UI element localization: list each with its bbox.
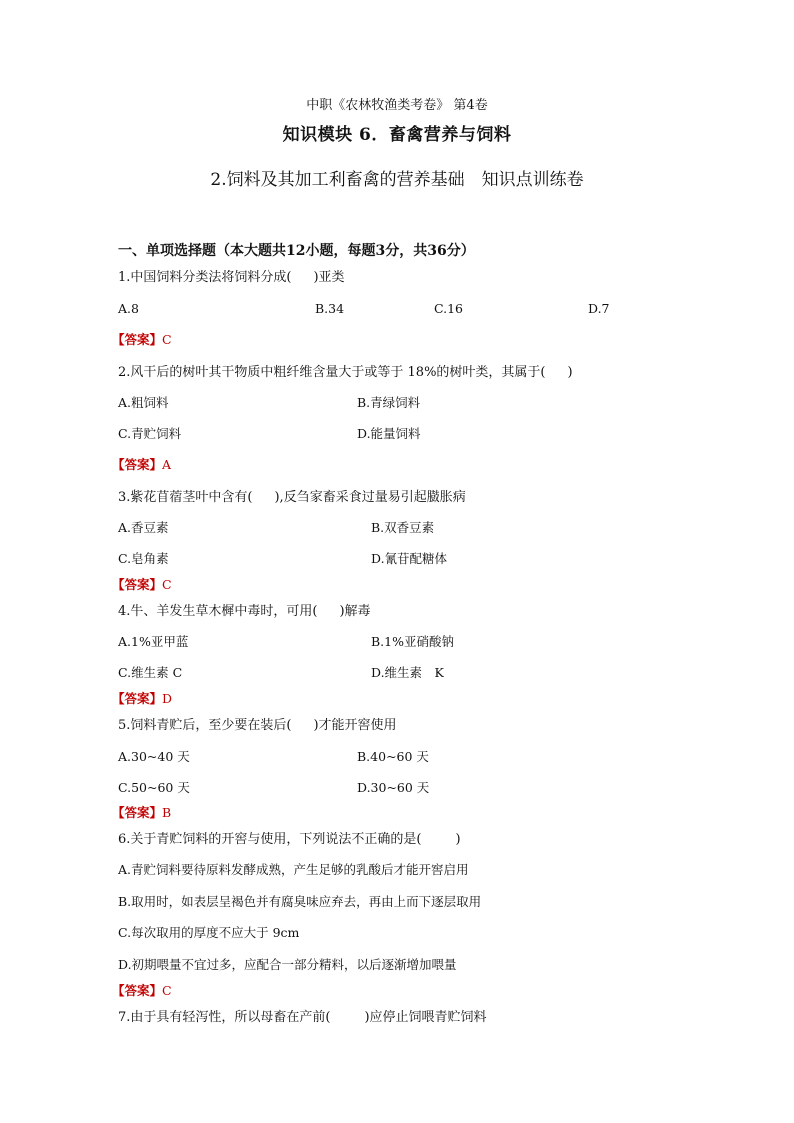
question-number: 2. <box>118 365 131 380</box>
option-d: D.30~60 天 <box>357 780 430 795</box>
option-c: C.每次取用的厚度不应大于 9cm <box>118 925 300 940</box>
answer-line <box>112 334 172 347</box>
answer-line <box>112 459 171 472</box>
answer-label: 【答案】 <box>112 332 163 347</box>
question-stem-before: 风干后的树叶其干物质中粗纤维含量大于或等于 18%的树叶类，其属于( <box>130 365 546 380</box>
answer-value: C <box>162 983 172 998</box>
question-7 <box>118 1011 487 1024</box>
question-stem-after: )亚类 <box>313 270 345 285</box>
question-stem-before: 中国饲料分类法将饲料分成( <box>130 270 292 285</box>
question-stem-after: )解毒 <box>339 604 371 619</box>
question-stem-after: )才能开窖使用 <box>313 718 397 733</box>
option-c: C.16 <box>434 301 463 316</box>
answer-label: 【答案】 <box>112 577 163 592</box>
question-number: 7. <box>118 1010 131 1025</box>
question-stem-before: 牛、羊发生草木樨中毒时，可用( <box>130 604 318 619</box>
answer-value: B <box>162 805 172 820</box>
answer-line <box>112 985 172 998</box>
question-1 <box>118 271 345 284</box>
question-5 <box>118 719 397 732</box>
answer-line <box>112 579 172 592</box>
question-2 <box>118 366 573 379</box>
option-c: C.青贮饲料 <box>118 426 182 441</box>
option-d: D.氰苷配糖体 <box>371 551 448 566</box>
answer-label: 【答案】 <box>112 983 163 998</box>
question-stem-after: ) <box>455 832 461 847</box>
answer-label: 【答案】 <box>112 805 163 820</box>
option-b: B.1%亚硝酸钠 <box>371 634 454 649</box>
question-stem-after: ) <box>567 365 573 380</box>
question-number: 6. <box>118 832 131 847</box>
answer-line <box>112 807 171 820</box>
answer-value: A <box>162 457 172 472</box>
answer-line <box>112 693 172 706</box>
section-heading: 一、单项选择题（本大题共12小题，每题3分，共36分） <box>118 243 475 259</box>
option-b: B.青绿饲料 <box>357 395 421 410</box>
question-number: 4. <box>118 604 131 619</box>
module-title: 知识模块 6．畜禽营养与饲料 <box>282 125 512 145</box>
option-d: D.能量饲料 <box>357 426 421 441</box>
question-6 <box>118 833 461 846</box>
option-d: D.初期喂量不宜过多，应配合一部分精料，以后逐渐增加喂量 <box>118 957 457 972</box>
question-number: 1. <box>118 270 131 285</box>
exam-title: 中职《农林牧渔类考卷》 第4卷 <box>306 98 488 113</box>
option-b: B.双香豆素 <box>371 520 435 535</box>
answer-value: C <box>162 332 172 347</box>
option-c: C.维生素 C <box>118 665 183 680</box>
answer-label: 【答案】 <box>112 691 163 706</box>
question-number: 3. <box>118 490 131 505</box>
question-stem-after: ),反刍家畜采食过量易引起臌胀病 <box>274 490 466 505</box>
option-c: C.50~60 天 <box>118 780 190 795</box>
question-stem-before: 由于具有轻泻性，所以母畜在产前( <box>130 1010 331 1025</box>
option-d: D.7 <box>588 301 610 316</box>
option-a: A.8 <box>118 301 139 316</box>
answer-label: 【答案】 <box>112 457 163 472</box>
question-stem-after: )应停止饲喂青贮饲料 <box>364 1010 487 1025</box>
option-a: A.香豆素 <box>118 520 169 535</box>
option-a: A.1%亚甲蓝 <box>118 634 189 649</box>
option-c: C.皂角素 <box>118 551 169 566</box>
option-a: A.粗饲料 <box>118 395 169 410</box>
option-b: B.34 <box>315 301 345 316</box>
option-b: B.取用时，如表层呈褐色并有腐臭味应弃去，再由上而下逐层取用 <box>118 894 482 909</box>
question-4 <box>118 605 371 618</box>
option-a: A.30~40 天 <box>118 749 190 764</box>
option-a: A.青贮饲料要待原料发酵成熟，产生足够的乳酸后才能开窖启用 <box>118 862 469 877</box>
option-b: B.40~60 天 <box>357 749 429 764</box>
question-3 <box>118 491 466 504</box>
question-number: 5. <box>118 718 131 733</box>
question-stem-before: 饲料青贮后，至少要在装后( <box>130 718 292 733</box>
answer-value: D <box>162 691 173 706</box>
question-stem-before: 紫花苜蓿茎叶中含有( <box>130 490 253 505</box>
subtitle: 2.饲料及其加工利畜禽的营养基础 知识点训练卷 <box>210 170 584 190</box>
answer-value: C <box>162 577 172 592</box>
question-stem-before: 关于青贮饲料的开窖与使用，下列说法不正确的是( <box>130 832 422 847</box>
option-d: D.维生素 K <box>371 665 444 680</box>
